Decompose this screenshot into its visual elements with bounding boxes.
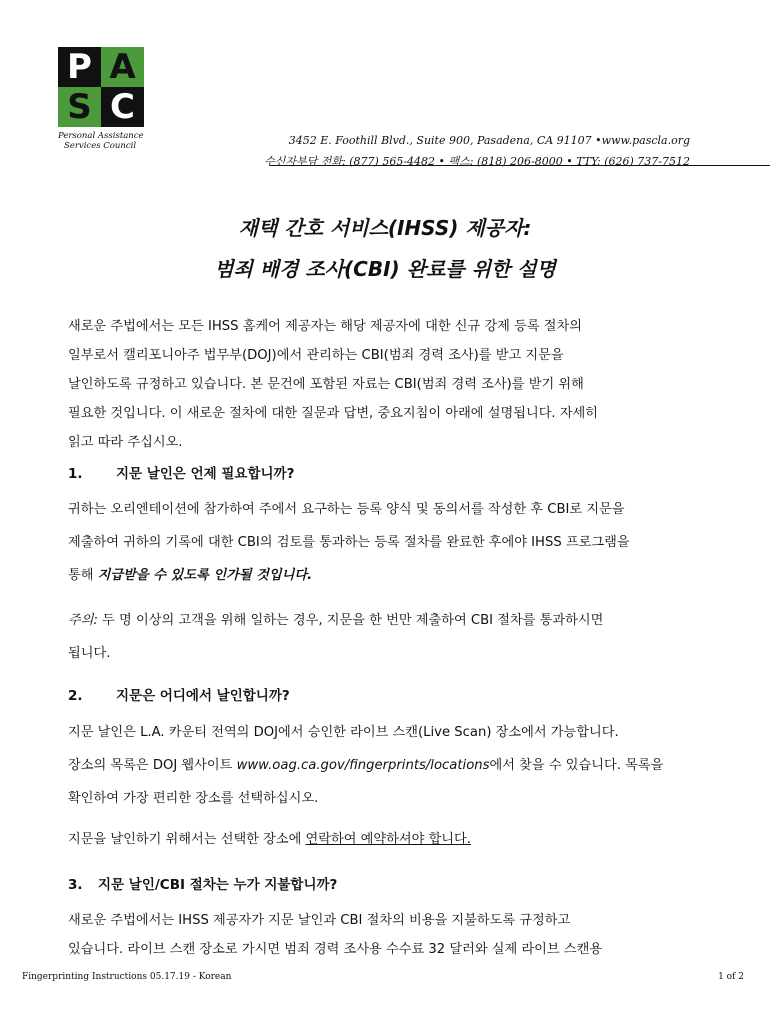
section-1-line [68,561,708,590]
pasc-logo [58,47,145,151]
logo-letter-p: P [58,47,101,87]
appointment-prefix: 지문을 날인하기 위해서는 선택한 장소에 [68,832,306,847]
section-3-line: 새로운 주법에서는 IHSS 제공자가 지문 날인과 CBI 절차의 비용을 지불하도록 규정하고 [68,913,571,928]
section-1-number: 1. [68,466,83,482]
document-title-line1: 재택 간호 서비스(IHSS) 제공자: [238,216,532,240]
note-text: 두 명 이상의 고객을 위해 일하는 경우, 지문을 한 번만 제출하여 CBI 절차를 통과하시면 [97,613,604,628]
section-1-body [68,495,708,590]
section-2-body [68,718,708,813]
logo-letter-a: A [101,47,144,87]
logo-org-name-line2: Services Council [64,141,137,151]
intro-line: 새로운 주법에서는 모든 IHSS 홈케어 제공자는 해당 제공자에 대한 신규 강제 등록 절차의 [68,319,582,334]
doj-locations-url: www.oag.ca.gov/fingerprints/locations [236,758,490,773]
section-1-emphasis: 지급받을 수 있도록 인가될 것입니다. [97,568,313,583]
section-2-line [68,825,708,854]
section-2-appointment [68,825,708,854]
header-phones: 수신자부담 전화: (877) 565-4482 • 팩스: (818) 206-8000 • TTY: (626) 737-7512 [264,155,690,168]
section-1-line3-prefix: 통해 [68,568,98,583]
section-1-heading [68,462,294,482]
appointment-emphasis: 연락하여 예약하셔야 합니다. [305,832,471,847]
section-2-number: 2. [68,688,83,704]
logo-letter-s: S [58,87,101,127]
section-1-note [68,606,708,668]
section-3-heading [68,873,337,893]
section-2-line2-suffix: 에서 찾을 수 있습니다. 목록을 [489,758,664,773]
section-2-line: 지문 날인은 L.A. 카운티 전역의 DOJ에서 승인한 라이브 스캔(Live Scan) 장소에서 가능합니다. [68,725,619,740]
document-title-line2: 범죄 배경 조사(CBI) 완료를 위한 설명 [214,257,556,281]
header-address: 3452 E. Foothill Blvd., Suite 900, Pasadena, CA 91107 •www.pascla.org [288,134,690,147]
section-3-line: 있습니다. 라이브 스캔 장소로 가시면 범죄 경력 조사용 수수료 32 달러와 실제 라이브 스캔용 [68,942,603,957]
intro-paragraph [68,312,708,457]
logo-letter-grid [58,47,144,127]
intro-line: 읽고 따라 주십시오. [68,435,183,450]
section-1-note-line: 됩니다. [68,646,111,661]
section-2-line: 확인하여 가장 편리한 장소를 선택하십시오. [68,791,319,806]
section-3-number: 3. [68,877,83,893]
footer-page-number: 1 of 2 [718,972,744,982]
section-1-line: 제출하여 귀하의 기록에 대한 CBI의 검토를 통과하는 등록 절차를 완료한 후에야 IHSS 프로그램을 [68,535,630,550]
intro-line: 일부로서 캘리포니아주 법무부(DOJ)에서 관리하는 CBI(범죄 경력 조사)를 받고 지문을 [68,348,564,363]
section-2-line2-prefix: 장소의 목록은 DOJ 웹사이트 [68,758,237,773]
intro-line: 필요한 것입니다. 이 새로운 절차에 대한 질문과 답변, 중요지침이 아래에 설명됩니다. 자세히 [68,406,599,421]
section-3-title: 지문 날인/CBI 절차는 누가 지불합니까? [98,877,338,893]
note-label: 주의: [68,613,98,628]
intro-line: 날인하도록 규정하고 있습니다. 본 문건에 포함된 자료는 CBI(범죄 경력 조사)를 받기 위해 [68,377,584,392]
section-1-note-line [68,606,708,635]
section-3-body [68,906,708,964]
section-2-heading [68,684,290,704]
section-2-line [68,751,708,780]
logo-org-name-line1: Personal Assistance [58,131,144,141]
header-divider [270,165,770,166]
footer-document-id: Fingerprinting Instructions 05.17.19 - Korean [22,972,232,982]
section-2-title: 지문은 어디에서 날인합니까? [116,688,290,704]
section-1-title: 지문 날인은 언제 필요합니까? [116,466,295,482]
section-1-line: 귀하는 오리엔테이션에 참가하여 주에서 요구하는 등록 양식 및 동의서를 작성한 후 CBI로 지문을 [68,502,625,517]
logo-letter-c: C [101,87,144,127]
